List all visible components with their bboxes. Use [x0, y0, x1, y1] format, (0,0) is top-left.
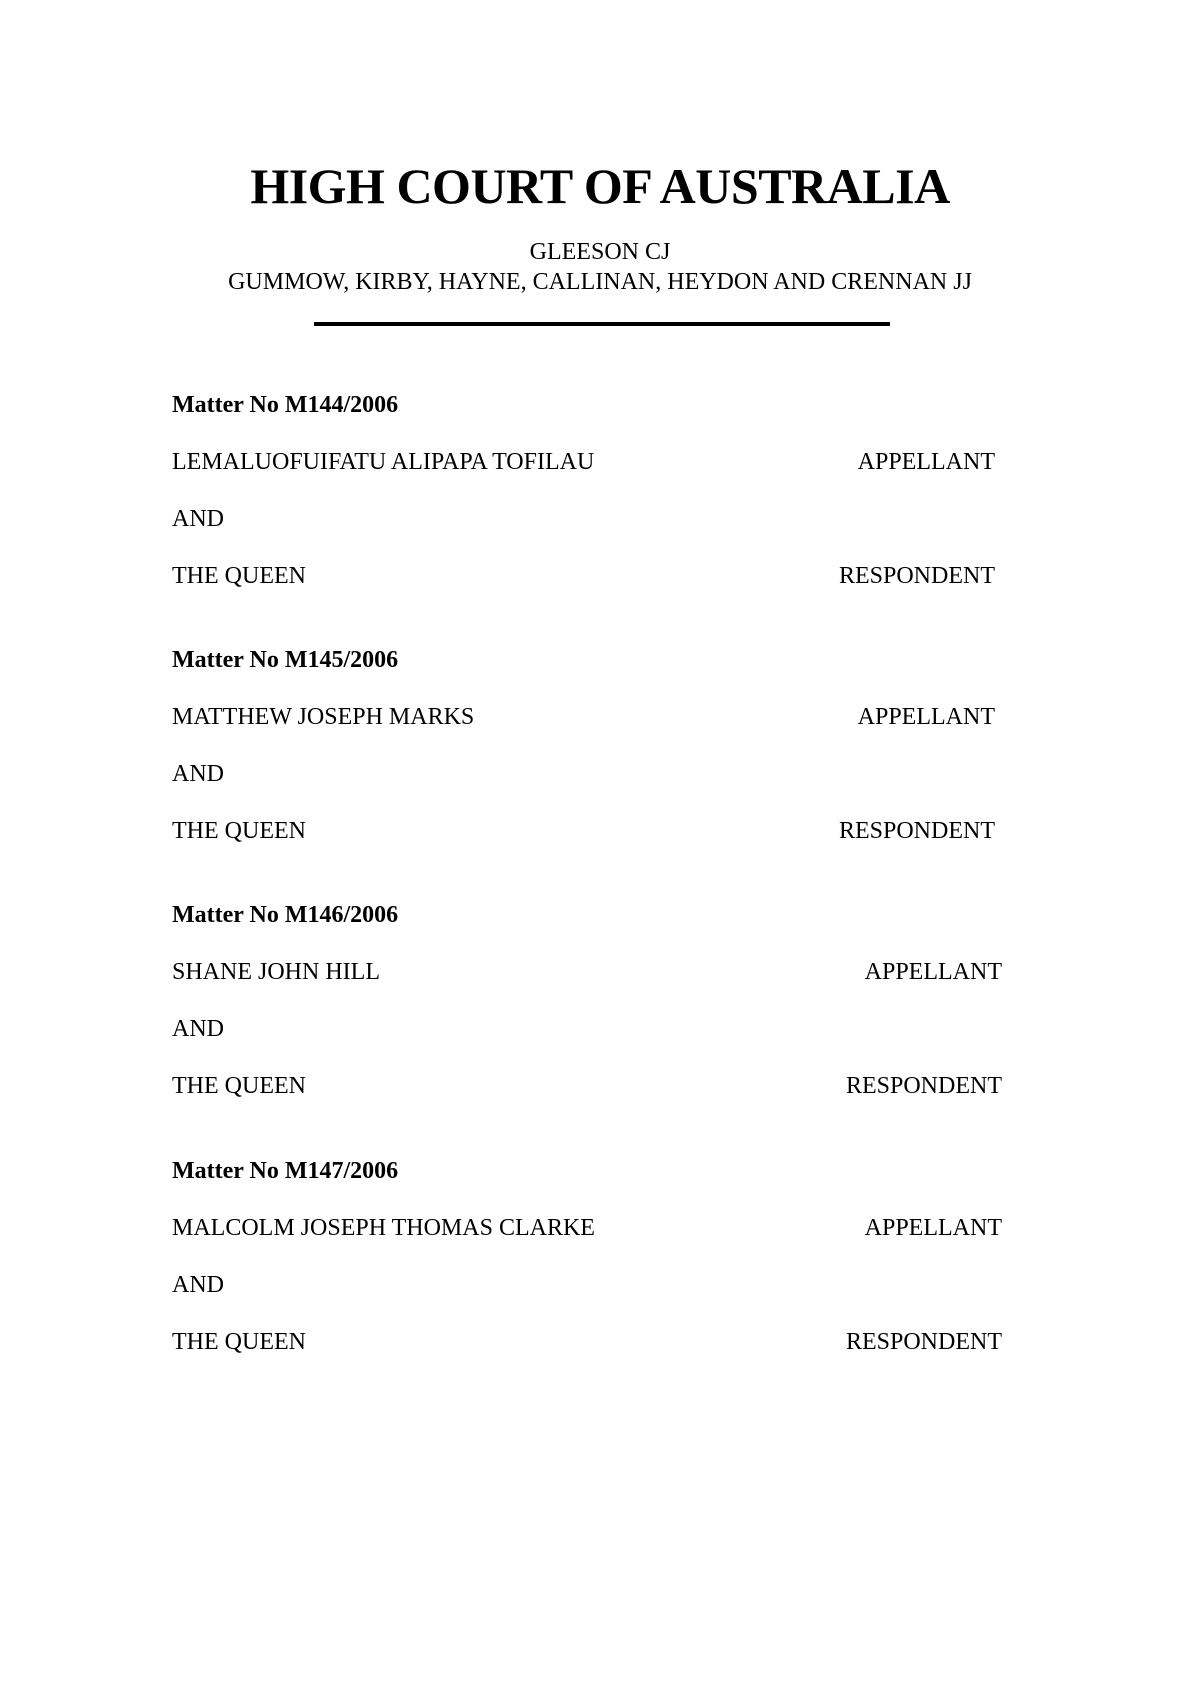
conjunction-text: AND	[172, 506, 224, 532]
respondent-role: RESPONDENT	[838, 818, 995, 844]
respondent-name: THE QUEEN	[172, 563, 306, 589]
matter-number: Matter No M147/2006	[172, 1158, 399, 1184]
chief-justice-line: GLEESON CJ	[529, 239, 671, 265]
conjunction-text: AND	[172, 1272, 224, 1298]
respondent-role: RESPONDENT	[845, 1073, 1002, 1099]
appellant-name: MALCOLM JOSEPH THOMAS CLARKE	[172, 1215, 595, 1241]
respondent-name: THE QUEEN	[172, 1329, 306, 1355]
respondent-row	[172, 1071, 1012, 1101]
respondent-role: RESPONDENT	[845, 1329, 1002, 1355]
conjunction-row	[172, 504, 1012, 534]
appellant-row	[172, 702, 1012, 732]
matter-number: Matter No M145/2006	[172, 647, 399, 673]
appellant-name: MATTHEW JOSEPH MARKS	[172, 704, 475, 730]
justices-line: GUMMOW, KIRBY, HAYNE, CALLINAN, HEYDON AND CRENNAN JJ	[228, 269, 972, 295]
respondent-row	[172, 816, 1012, 846]
respondent-name: THE QUEEN	[172, 1073, 306, 1099]
conjunction-row	[172, 759, 1012, 789]
matter-heading	[172, 900, 1012, 930]
header-divider	[314, 322, 890, 326]
conjunction-row	[172, 1014, 1012, 1044]
respondent-row	[172, 561, 1012, 591]
conjunction-text: AND	[172, 1016, 224, 1042]
appellant-role: APPELLANT	[857, 449, 995, 475]
appellant-role: APPELLANT	[857, 704, 995, 730]
matter-heading	[172, 1156, 1012, 1186]
appellant-role: APPELLANT	[864, 959, 1002, 985]
matter-heading	[172, 645, 1012, 675]
respondent-row	[172, 1327, 1012, 1357]
respondent-name: THE QUEEN	[172, 818, 306, 844]
appellant-name: LEMALUOFUIFATU ALIPAPA TOFILAU	[172, 449, 595, 475]
conjunction-text: AND	[172, 761, 224, 787]
conjunction-row	[172, 1270, 1012, 1300]
respondent-role: RESPONDENT	[838, 563, 995, 589]
appellant-name: SHANE JOHN HILL	[172, 959, 380, 985]
appellant-row	[172, 957, 1012, 987]
court-title: HIGH COURT OF AUSTRALIA	[250, 158, 950, 214]
matter-heading	[172, 390, 1012, 420]
matter-number: Matter No M144/2006	[172, 392, 399, 418]
appellant-row	[172, 1213, 1012, 1243]
appellant-role: APPELLANT	[864, 1215, 1002, 1241]
appellant-row	[172, 447, 1012, 477]
matter-number: Matter No M146/2006	[172, 902, 399, 928]
